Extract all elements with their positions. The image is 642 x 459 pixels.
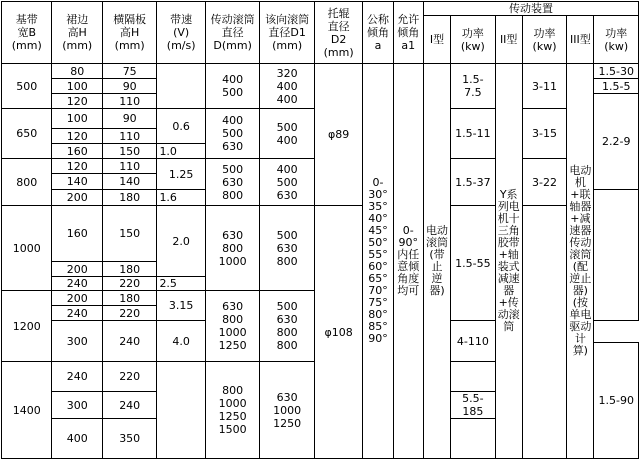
partition-height-cell: 220 <box>102 306 157 321</box>
type-1-power-cell: 1.5- 7.5 <box>451 64 495 109</box>
idler-diameter-cell: φ89 <box>314 64 362 206</box>
type-3-power-cell: 1.5-30 <box>594 64 639 79</box>
partition-height-cell: 110 <box>102 129 157 144</box>
drive-pulley-diameter-cell: 630 800 1000 1250 <box>205 291 260 362</box>
belt-speed-cell: 4.0 <box>157 321 205 362</box>
conveyor-spec-table <box>1 1 639 459</box>
type-3-power-cell <box>451 362 495 392</box>
type-3-power-cell <box>594 190 639 321</box>
partition-height-cell: 150 <box>102 206 157 262</box>
belt-speed-cell <box>157 362 205 459</box>
belt-width-cell: 500 <box>2 64 52 109</box>
partition-height-cell: 90 <box>102 109 157 129</box>
rim-height-cell: 160 <box>52 206 102 262</box>
type-1-power-cell: 1.5-55 <box>451 206 495 321</box>
header-type-3: III型 <box>567 16 594 64</box>
type-3-power-cell: 2.2-9 <box>594 94 639 190</box>
rim-height-cell: 200 <box>52 262 102 277</box>
rim-height-cell: 80 <box>52 64 102 79</box>
partition-height-cell: 180 <box>102 291 157 306</box>
rim-height-cell: 120 <box>52 159 102 174</box>
belt-speed-cell: 1.0 <box>157 144 205 159</box>
header-type-1: I型 <box>423 16 450 64</box>
partition-height-cell: 150 <box>102 144 157 159</box>
partition-height-cell: 220 <box>102 362 157 392</box>
header-allowed-angle: 允许 倾角 a1 <box>393 2 423 64</box>
header-partition-height: 横隔板 高H (mm) <box>102 2 157 64</box>
idler-diameter-cell: φ108 <box>314 206 362 459</box>
partition-height-cell: 180 <box>102 190 157 206</box>
type-3-power-cell: 1.5-5 <box>594 79 639 94</box>
rim-height-cell: 300 <box>52 392 102 419</box>
nominal-angle-cell: 0- 30° 35° 40° 45° 50° 55° 60° 65° 70° 75° 80° 85° 90° <box>363 64 393 459</box>
drive-pulley-diameter-cell: 500 630 800 <box>205 159 260 206</box>
rim-height-cell: 140 <box>52 174 102 190</box>
drive-pulley-diameter-cell: 400 500 <box>205 64 260 109</box>
header-idler-diameter: 托辊 直径 D2 (mm) <box>314 2 362 64</box>
drive-pulley-diameter-cell: 630 800 1000 <box>205 206 260 291</box>
header-type-2: II型 <box>495 16 522 64</box>
type-3-power-cell: 4-110 <box>451 321 495 362</box>
rim-height-cell: 200 <box>52 291 102 306</box>
belt-width-cell: 650 <box>2 109 52 159</box>
header-rim-height: 裙边 高H (mm) <box>52 2 102 64</box>
belt-width-cell: 800 <box>2 159 52 206</box>
partition-height-cell: 240 <box>102 392 157 419</box>
bend-pulley-diameter-cell: 500 630 800 800 <box>260 291 315 362</box>
rim-height-cell: 120 <box>52 94 102 109</box>
bend-pulley-diameter-cell: 320 400 400 <box>260 64 315 109</box>
belt-speed-cell: 1.6 <box>157 190 205 206</box>
header-nominal-angle: 公称 倾角 a <box>363 2 393 64</box>
rim-height-cell: 400 <box>52 419 102 459</box>
partition-height-cell: 110 <box>102 94 157 109</box>
drive-pulley-diameter-cell: 400 500 630 <box>205 109 260 159</box>
type-1-power-cell: 1.5-37 <box>451 159 495 206</box>
type-2-power-cell: 3-22 <box>522 159 566 206</box>
partition-height-cell: 90 <box>102 79 157 94</box>
type-2-power-cell: 3-15 <box>522 109 566 159</box>
type-1-power-cell: 1.5-11 <box>451 109 495 159</box>
partition-height-cell: 240 <box>102 321 157 362</box>
partition-height-cell: 220 <box>102 277 157 291</box>
partition-height-cell: 350 <box>102 419 157 459</box>
rim-height-cell: 160 <box>52 144 102 159</box>
bend-pulley-diameter-cell: 500 630 800 <box>260 206 315 291</box>
type-3-power-cell: 5.5- 185 <box>451 392 495 419</box>
rim-height-cell: 240 <box>52 362 102 392</box>
rim-height-cell: 200 <box>52 190 102 206</box>
allowed-angle-cell: 0- 90° 内任 意倾 角度 均可 <box>393 64 423 459</box>
belt-speed-cell: 2.5 <box>157 277 205 291</box>
type-2-description: Y系列电机十三角胶带+轴装式减速器+传动滚筒 <box>495 64 522 459</box>
drive-pulley-diameter-cell: 800 1000 1250 1500 <box>205 362 260 459</box>
bend-pulley-diameter-cell: 630 1000 1250 <box>260 362 315 459</box>
partition-height-cell: 140 <box>102 174 157 190</box>
belt-speed-cell: 2.0 <box>157 206 205 277</box>
belt-width-cell: 1200 <box>2 291 52 362</box>
header-type-3-power: 功率 (kw) <box>594 16 639 64</box>
header-type-2-power: 功率 (kw) <box>522 16 566 64</box>
belt-speed-cell: 1.25 <box>157 159 205 190</box>
header-drive-unit: 传动装置 <box>423 2 638 16</box>
belt-width-cell: 1400 <box>2 362 52 459</box>
rim-height-cell: 100 <box>52 79 102 94</box>
header-belt-speed: 带速 (V) (m/s) <box>157 2 205 64</box>
header-bend-pulley-diameter: 该向滚筒 直径D1 (mm) <box>260 2 315 64</box>
bend-pulley-diameter-cell: 500 400 <box>260 109 315 159</box>
belt-speed-cell <box>157 64 205 109</box>
belt-speed-cell: 3.15 <box>157 291 205 321</box>
partition-height-cell: 180 <box>102 262 157 277</box>
rim-height-cell: 240 <box>52 306 102 321</box>
bend-pulley-diameter-cell: 400 500 630 <box>260 159 315 206</box>
type-1-power-cell: 1.5-90 <box>594 343 639 459</box>
type-2-power-cell: 3-11 <box>522 64 566 109</box>
belt-speed-cell: 0.6 <box>157 109 205 144</box>
header-type-1-power: 功率 (kw) <box>451 16 495 64</box>
partition-height-cell: 75 <box>102 64 157 79</box>
rim-height-cell: 240 <box>52 277 102 291</box>
partition-height-cell: 110 <box>102 159 157 174</box>
belt-width-cell: 1000 <box>2 206 52 291</box>
type-3-power-cell <box>451 419 495 459</box>
rim-height-cell: 120 <box>52 129 102 144</box>
type-1-description: 电动 滚筒 (带止 逆器) <box>423 64 450 459</box>
header-belt-width: 基带 宽B (mm) <box>2 2 52 64</box>
type-3-description: 电动机+联轴器+减速器传动滚筒(配逆止器)(按单电驱动计算) <box>567 64 594 459</box>
header-drive-pulley-diameter: 传动滚筒 直径 D(mm) <box>205 2 260 64</box>
rim-height-cell: 100 <box>52 109 102 129</box>
rim-height-cell: 300 <box>52 321 102 362</box>
type-2-power-cell <box>522 206 566 459</box>
